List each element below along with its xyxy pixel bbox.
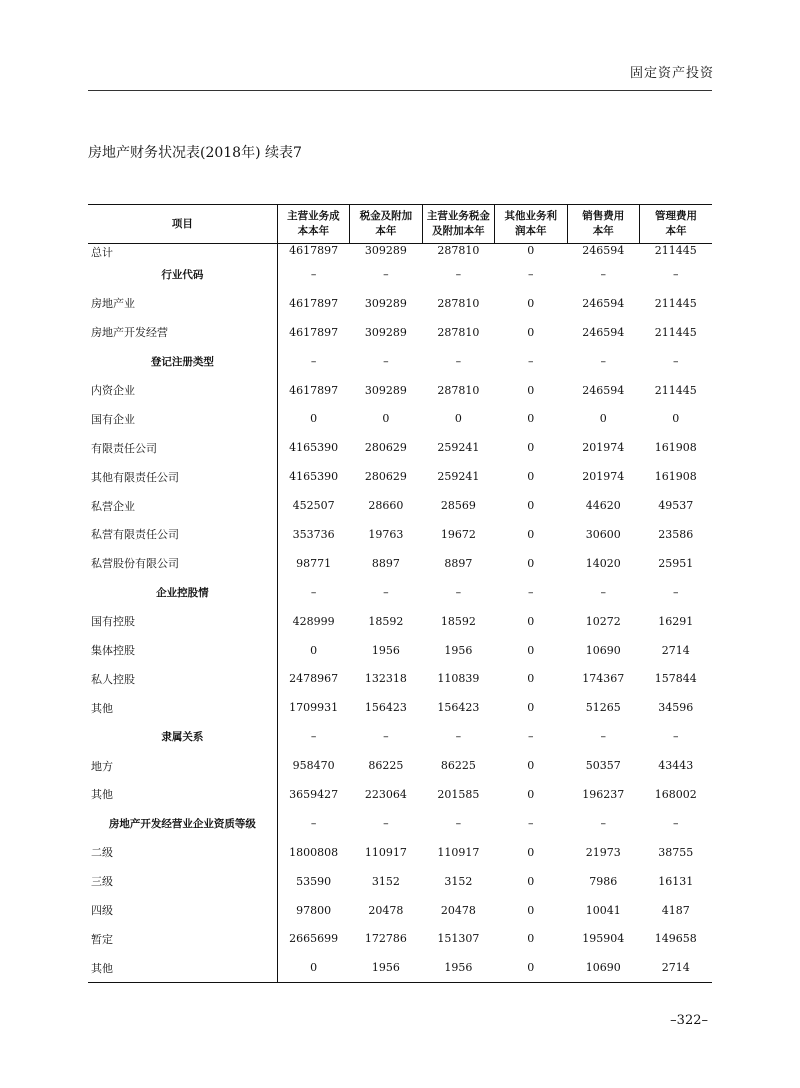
- table-row: [88, 376, 712, 405]
- value-cell: 25951: [658, 556, 694, 570]
- value-cell: 8897: [444, 556, 473, 570]
- col-header-line2: 本年: [665, 225, 687, 237]
- table-body: [88, 244, 712, 983]
- row-label: 三级: [88, 867, 277, 896]
- value-cell: –: [310, 816, 317, 830]
- value-cell: 0: [527, 383, 535, 397]
- col-header-line2: 及附加本年: [432, 225, 485, 237]
- row-label: 房地产开发经营: [88, 318, 277, 347]
- value-cell: 10690: [585, 643, 621, 657]
- row-label: 登记注册类型: [88, 347, 277, 376]
- running-header: 固定资产投资: [629, 66, 714, 81]
- value-cell: 149658: [654, 932, 697, 946]
- value-cell: 97800: [296, 903, 332, 917]
- value-cell: 8897: [371, 556, 400, 570]
- value-cell: 1709931: [289, 701, 339, 715]
- value-cell: 0: [527, 441, 535, 455]
- financial-table: [88, 204, 712, 983]
- value-cell: 0: [310, 643, 318, 657]
- value-cell: –: [383, 730, 389, 744]
- col-header-line1: 管理费用: [654, 210, 697, 222]
- value-cell: 246594: [582, 296, 625, 310]
- value-cell: 0: [527, 672, 535, 686]
- col-header-line1: 项目: [171, 217, 193, 230]
- value-cell: 28569: [440, 499, 476, 513]
- row-label: 私营股份有限公司: [88, 549, 277, 578]
- row-label: 二级: [88, 838, 277, 867]
- category-row: [88, 578, 712, 607]
- table-row: [88, 953, 712, 982]
- value-cell: 4187: [661, 903, 690, 917]
- value-cell: 51265: [585, 701, 621, 715]
- row-label: 暂定: [88, 924, 277, 953]
- value-cell: –: [528, 267, 534, 281]
- value-cell: 53590: [296, 874, 332, 888]
- value-cell: –: [455, 585, 462, 599]
- value-cell: 14020: [585, 556, 621, 570]
- value-cell: 0: [527, 244, 535, 257]
- value-cell: 0: [527, 845, 535, 859]
- value-cell: 309289: [364, 383, 407, 397]
- row-label: 房地产业: [88, 289, 277, 318]
- value-cell: –: [672, 354, 679, 368]
- row-label: 集体控股: [88, 636, 277, 665]
- value-cell: 161908: [654, 441, 697, 455]
- value-cell: –: [600, 816, 606, 830]
- value-cell: 0: [527, 874, 535, 888]
- row-label: 总计: [88, 244, 277, 261]
- table-row: [88, 318, 712, 347]
- value-cell: 201585: [437, 787, 480, 801]
- table-title: 房地产财务状况表(2018年) 续表7: [88, 145, 302, 161]
- col-header-line2: 本年: [592, 225, 614, 237]
- value-cell: 4617897: [289, 383, 339, 397]
- value-cell: 196237: [582, 787, 625, 801]
- value-cell: 3152: [444, 874, 473, 888]
- value-cell: –: [672, 585, 679, 599]
- col-header-item: [88, 205, 277, 244]
- value-cell: –: [310, 730, 317, 744]
- value-cell: 0: [527, 614, 535, 628]
- value-cell: 246594: [582, 325, 625, 339]
- value-cell: 0: [599, 412, 607, 426]
- value-cell: 4617897: [289, 325, 339, 339]
- value-cell: 246594: [582, 244, 625, 257]
- value-cell: 1956: [350, 953, 422, 982]
- value-cell: –: [310, 267, 317, 281]
- value-cell: 50357: [585, 759, 621, 773]
- value-cell: 18592: [440, 614, 476, 628]
- value-cell: 174367: [582, 672, 625, 686]
- value-cell: 2714: [639, 953, 712, 982]
- col-header-line1: 主营业务成: [287, 210, 340, 222]
- value-cell: 3152: [371, 874, 400, 888]
- value-cell: 0: [454, 412, 462, 426]
- value-cell: –: [383, 585, 389, 599]
- value-cell: 21973: [585, 845, 621, 859]
- category-row: [88, 347, 712, 376]
- category-row: [88, 722, 712, 751]
- value-cell: –: [455, 816, 462, 830]
- table-row: [88, 289, 712, 318]
- col-header-line1: 税金及附加: [359, 210, 413, 222]
- value-cell: 0: [527, 643, 535, 657]
- table-row: [88, 520, 712, 549]
- row-label: 内资企业: [88, 376, 277, 405]
- row-label: 私营有限责任公司: [88, 520, 277, 549]
- col-header-line1: 销售费用: [582, 210, 625, 222]
- value-cell: 353736: [292, 527, 335, 541]
- value-cell: 86225: [440, 759, 476, 773]
- value-cell: 0: [277, 953, 349, 982]
- value-cell: 1956: [371, 643, 400, 657]
- table-row: [88, 607, 712, 636]
- col-header-tax: [350, 205, 422, 244]
- value-cell: 211445: [654, 325, 697, 339]
- value-cell: 172786: [364, 932, 407, 946]
- value-cell: 309289: [364, 244, 407, 257]
- row-label: 有限责任公司: [88, 433, 277, 462]
- row-label: 行业代码: [88, 260, 277, 289]
- value-cell: 156423: [437, 701, 480, 715]
- table-row: [88, 751, 712, 780]
- value-cell: 0: [310, 412, 318, 426]
- value-cell: –: [310, 354, 317, 368]
- value-cell: 0: [527, 527, 535, 541]
- value-cell: –: [455, 730, 462, 744]
- value-cell: 110917: [437, 845, 480, 859]
- col-header-line2: 本本年: [297, 225, 330, 237]
- value-cell: 20478: [368, 903, 404, 917]
- value-cell: 0: [527, 701, 535, 715]
- value-cell: 287810: [437, 244, 480, 257]
- value-cell: –: [600, 585, 606, 599]
- value-cell: 287810: [437, 296, 480, 310]
- row-label: 私营企业: [88, 491, 277, 520]
- row-label: 四级: [88, 896, 277, 925]
- value-cell: 86225: [368, 759, 404, 773]
- table-row: [88, 664, 712, 693]
- value-cell: –: [528, 354, 534, 368]
- value-cell: 168002: [654, 787, 697, 801]
- value-cell: 309289: [364, 325, 407, 339]
- value-cell: 0: [672, 412, 680, 426]
- value-cell: 132318: [364, 672, 407, 686]
- value-cell: 38755: [658, 845, 694, 859]
- value-cell: 211445: [654, 296, 697, 310]
- value-cell: 1800808: [289, 845, 339, 859]
- row-label: 企业控股情: [88, 578, 277, 607]
- value-cell: 19763: [368, 527, 404, 541]
- row-label: 其他有限责任公司: [88, 462, 277, 491]
- header-rule: [88, 90, 712, 91]
- value-cell: 246594: [582, 383, 625, 397]
- value-cell: –: [455, 267, 462, 281]
- value-cell: 7986: [589, 874, 618, 888]
- value-cell: 0: [382, 412, 390, 426]
- table-row: [88, 491, 712, 520]
- value-cell: 0: [527, 499, 535, 513]
- value-cell: 16291: [658, 614, 694, 628]
- value-cell: 287810: [437, 325, 480, 339]
- value-cell: 201974: [582, 441, 625, 455]
- col-header-main-cost: [277, 205, 349, 244]
- value-cell: 10041: [585, 903, 621, 917]
- value-cell: 10690: [567, 953, 639, 982]
- value-cell: 43443: [658, 759, 694, 773]
- table-row: [88, 780, 712, 809]
- col-header-line2: 本年: [375, 225, 397, 237]
- col-header-other-profit: [495, 205, 567, 244]
- value-cell: 0: [527, 296, 535, 310]
- col-header-line1: 主营业务税金: [426, 210, 490, 222]
- value-cell: 201974: [582, 470, 625, 484]
- col-header-admin-expense: [639, 205, 712, 244]
- table-row: [88, 838, 712, 867]
- col-header-line2: 润本年: [515, 225, 547, 237]
- value-cell: 0: [527, 556, 535, 570]
- value-cell: 30600: [585, 527, 621, 541]
- value-cell: –: [600, 267, 606, 281]
- value-cell: 4617897: [289, 296, 339, 310]
- value-cell: 28660: [368, 499, 404, 513]
- value-cell: 0: [527, 932, 535, 946]
- table-row: [88, 867, 712, 896]
- value-cell: 428999: [292, 614, 335, 628]
- table-row: [88, 636, 712, 665]
- value-cell: 1956: [444, 643, 473, 657]
- value-cell: 3659427: [289, 787, 339, 801]
- value-cell: –: [528, 730, 534, 744]
- row-label: 国有控股: [88, 607, 277, 636]
- category-row: [88, 260, 712, 289]
- table-row: [88, 462, 712, 491]
- value-cell: –: [672, 816, 679, 830]
- value-cell: 2714: [661, 643, 690, 657]
- value-cell: 287810: [437, 383, 480, 397]
- row-label: 隶属关系: [88, 722, 277, 751]
- value-cell: 157844: [654, 672, 697, 686]
- table-row: [88, 924, 712, 953]
- table-row: [88, 244, 712, 261]
- value-cell: 49537: [658, 499, 694, 513]
- value-cell: 0: [527, 470, 535, 484]
- value-cell: 16131: [658, 874, 694, 888]
- table-row: [88, 404, 712, 433]
- page-number: –322–: [670, 1013, 708, 1028]
- col-header-sales-expense: [567, 205, 639, 244]
- row-label: 其他: [88, 693, 277, 722]
- row-label: 国有企业: [88, 404, 277, 433]
- value-cell: –: [600, 354, 606, 368]
- value-cell: 2478967: [289, 672, 339, 686]
- value-cell: 23586: [658, 527, 694, 541]
- value-cell: 4165390: [289, 441, 339, 455]
- header-row: [88, 205, 712, 244]
- value-cell: 452507: [292, 499, 335, 513]
- value-cell: 309289: [364, 296, 407, 310]
- value-cell: 151307: [437, 932, 480, 946]
- col-header-line1: 其他业务利: [504, 210, 558, 222]
- value-cell: 98771: [296, 556, 332, 570]
- value-cell: 259241: [437, 441, 480, 455]
- col-header-main-tax: [422, 205, 494, 244]
- value-cell: 10272: [585, 614, 621, 628]
- value-cell: 156423: [364, 701, 407, 715]
- row-label: 私人控股: [88, 664, 277, 693]
- row-label: 房地产开发经营业企业资质等级: [88, 809, 277, 838]
- value-cell: 0: [527, 325, 535, 339]
- value-cell: –: [600, 730, 606, 744]
- value-cell: 0: [527, 759, 535, 773]
- row-label: 地方: [88, 751, 277, 780]
- value-cell: 0: [495, 953, 567, 982]
- value-cell: 259241: [437, 470, 480, 484]
- value-cell: –: [310, 585, 317, 599]
- category-row: [88, 809, 712, 838]
- table-row: [88, 693, 712, 722]
- value-cell: –: [528, 585, 534, 599]
- value-cell: 4165390: [289, 470, 339, 484]
- value-cell: 0: [527, 903, 535, 917]
- table-row: [88, 549, 712, 578]
- value-cell: –: [672, 267, 679, 281]
- value-cell: –: [528, 816, 534, 830]
- row-label: 其他: [88, 953, 277, 982]
- table-row: [88, 896, 712, 925]
- value-cell: 211445: [654, 383, 697, 397]
- value-cell: 20478: [440, 903, 476, 917]
- value-cell: 110917: [364, 845, 407, 859]
- value-cell: –: [383, 267, 389, 281]
- value-cell: –: [672, 730, 679, 744]
- value-cell: 18592: [368, 614, 404, 628]
- value-cell: –: [455, 354, 462, 368]
- value-cell: 958470: [292, 759, 335, 773]
- value-cell: 34596: [658, 701, 694, 715]
- value-cell: 280629: [364, 441, 407, 455]
- value-cell: –: [383, 354, 389, 368]
- value-cell: 19672: [440, 527, 476, 541]
- row-label: 其他: [88, 780, 277, 809]
- value-cell: 110839: [437, 672, 480, 686]
- value-cell: 0: [527, 412, 535, 426]
- value-cell: 4617897: [289, 244, 339, 257]
- value-cell: 195904: [582, 932, 625, 946]
- value-cell: 0: [527, 787, 535, 801]
- value-cell: 280629: [364, 470, 407, 484]
- value-cell: 223064: [364, 787, 407, 801]
- value-cell: 44620: [585, 499, 621, 513]
- value-cell: –: [383, 816, 389, 830]
- value-cell: 161908: [654, 470, 697, 484]
- table-row: [88, 433, 712, 462]
- value-cell: 1956: [422, 953, 494, 982]
- value-cell: 2665699: [289, 932, 339, 946]
- value-cell: 211445: [654, 244, 697, 257]
